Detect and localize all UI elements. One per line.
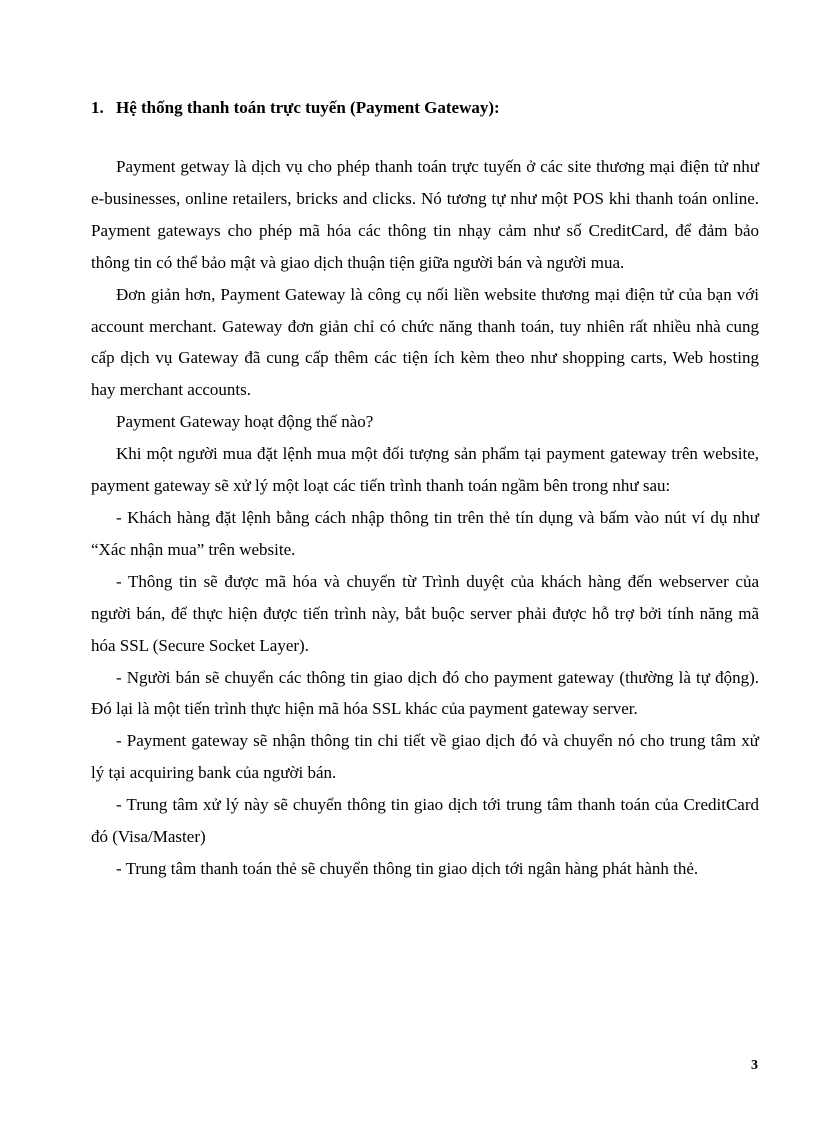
- section-heading: [91, 98, 500, 118]
- paragraph-process-intro: Khi một người mua đặt lệnh mua một đối tượng sản phẩm tại payment gateway trên website, payment gateway sẽ xử lý một loạt các tiến trình thanh toán ngầm bên trong như sau:: [91, 444, 759, 496]
- body-text: [91, 151, 759, 885]
- step-item: - Trung tâm xử lý này sẽ chuyển thông tin giao dịch tới trung tâm thanh toán của CreditCard đó (Visa/Master): [91, 795, 759, 847]
- step-item: - Trung tâm thanh toán thẻ sẽ chuyển thông tin giao dịch tới ngân hàng phát hành thẻ.: [116, 858, 699, 878]
- step-item: - Thông tin sẽ được mã hóa và chuyển từ Trình duyệt của khách hàng đến webserver của người bán, để thực hiện được tiến trình này, bắt buộc server phải được hỗ trợ bởi tính năng mã hóa SSL (Secure Socket Layer).: [91, 571, 759, 655]
- section-title: Hệ thống thanh toán trực tuyến (Payment Gateway):: [116, 98, 500, 117]
- page-number: 3: [751, 1058, 758, 1073]
- paragraph-question: Payment Gateway hoạt động thế nào?: [116, 412, 374, 432]
- section-number: 1.: [91, 98, 104, 117]
- paragraph-simpler: Đơn giản hơn, Payment Gateway là công cụ nối liền website thương mại điện tử của bạn với account merchant. Gateway đơn giản chỉ có chức năng thanh toán, tuy nhiên rất nhiều nhà cung cấp dịch vụ Gateway đã cung cấp thêm các tiện ích kèm theo như shopping carts, Web hosting hay merchant accounts.: [91, 284, 759, 400]
- step-item: - Khách hàng đặt lệnh bằng cách nhập thông tin trên thẻ tín dụng và bấm vào nút ví dụ như “Xác nhận mua” trên website.: [91, 507, 759, 559]
- step-item: - Người bán sẽ chuyển các thông tin giao dịch đó cho payment gateway (thường là tự động). Đó lại là một tiến trình thực hiện mã hóa SSL khác của payment gateway server.: [91, 667, 759, 719]
- paragraph-intro: Payment getway là dịch vụ cho phép thanh toán trực tuyến ở các site thương mại điện tử như e-businesses, online retailers, bricks and clicks. Nó tương tự như một POS khi thanh toán online. Payment gateways cho phép mã hóa các thông tin nhạy cảm như số CreditCard, để đảm bảo thông tin có thể bảo mật và giao dịch thuận tiện giữa người bán và người mua.: [91, 157, 759, 272]
- step-item: - Payment gateway sẽ nhận thông tin chi tiết về giao dịch đó và chuyển nó cho trung tâm xử lý tại acquiring bank của người bán.: [91, 731, 759, 783]
